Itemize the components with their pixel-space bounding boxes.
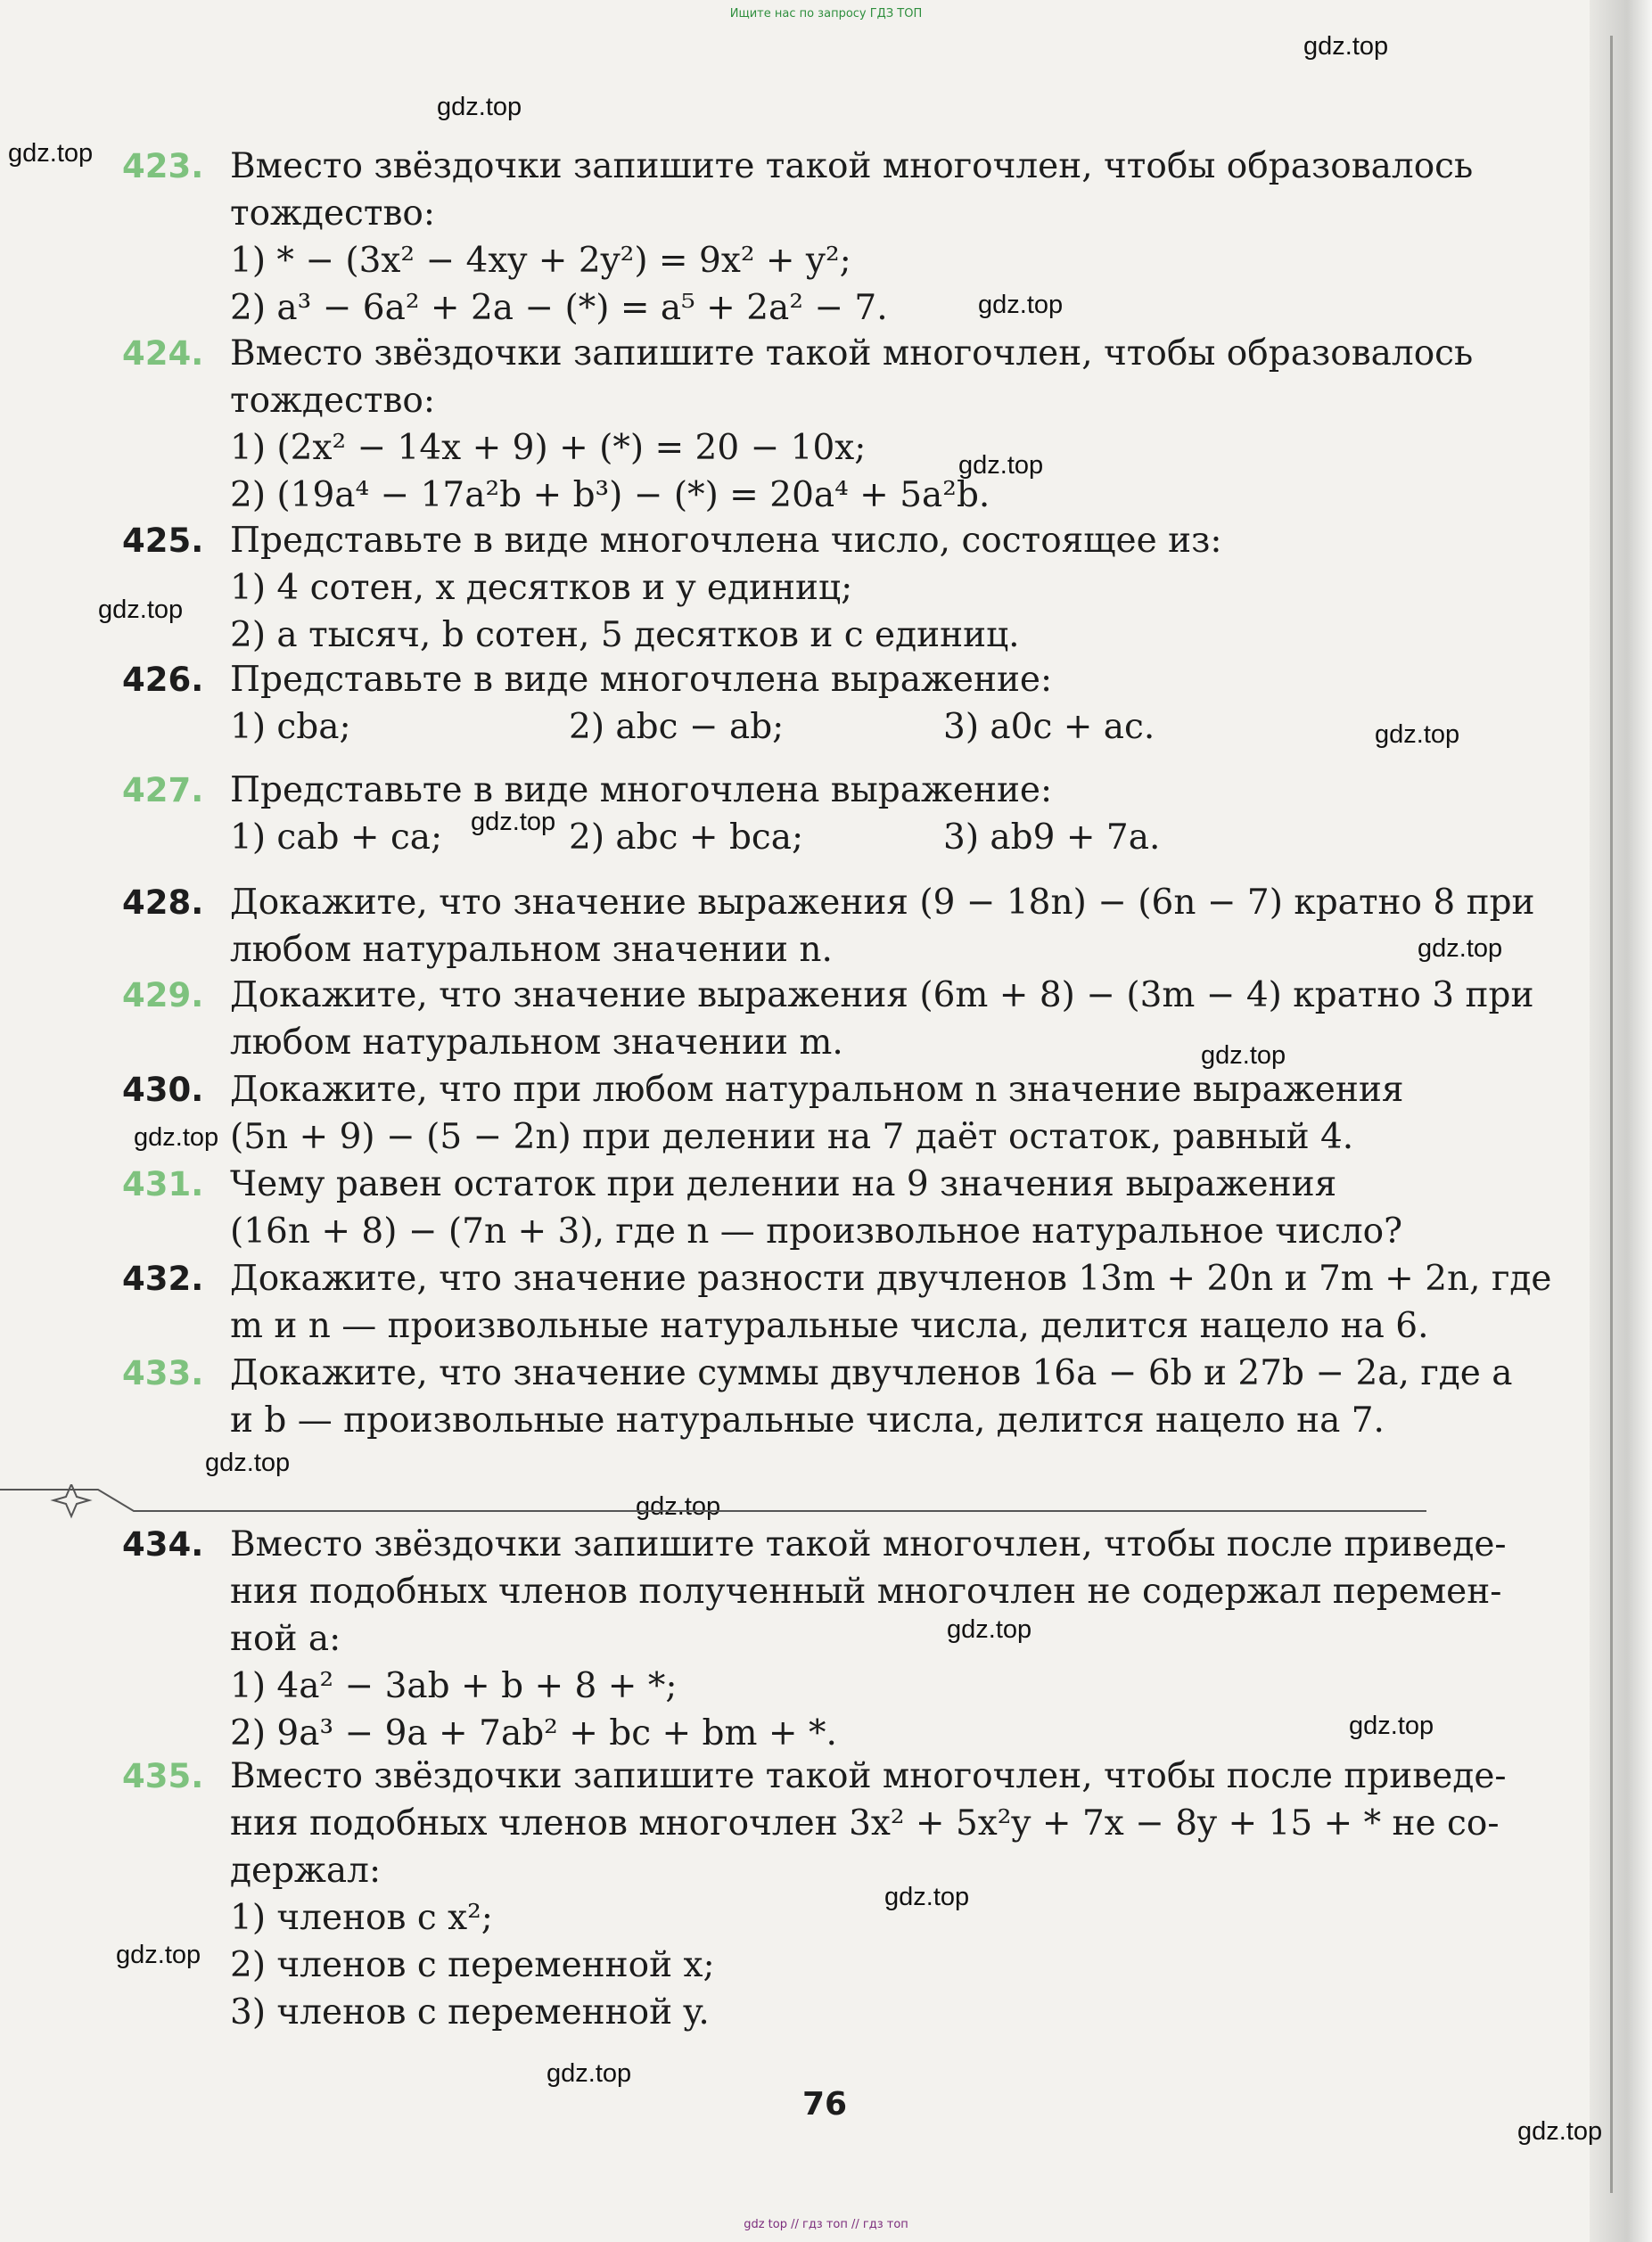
- problem-number: 423.: [122, 147, 204, 185]
- problem-line: тождество:: [230, 193, 436, 234]
- problem-425: [122, 517, 1513, 659]
- problem-line: m и n — произвольные натуральные числа, делится нацело на 6.: [230, 1306, 1429, 1346]
- problem-426: [122, 656, 1513, 751]
- subitem: 3) ab9 + 7a.: [943, 817, 1161, 858]
- problem-429: [122, 972, 1534, 1066]
- problem-number: 428.: [122, 883, 204, 922]
- problem-number: 424.: [122, 334, 204, 373]
- problem-line: любом натуральном значении m.: [230, 1022, 843, 1063]
- subitem: 3) a0c + ac.: [943, 707, 1155, 747]
- problem-line: (16n + 8) − (7n + 3), где n — произвольное натуральное число?: [230, 1211, 1403, 1252]
- problem-line: 1) * − (3x² − 4xy + 2y²) = 9x² + y²;: [230, 241, 851, 281]
- problem-423: [122, 143, 1513, 332]
- subitem: 1) cba;: [230, 707, 351, 747]
- footer-note: gdz top // гдз топ // гдз топ: [744, 2218, 908, 2231]
- problem-number: 430.: [122, 1071, 204, 1109]
- problem-434: [122, 1521, 1513, 1757]
- watermark: gdz.top: [547, 2059, 632, 2088]
- problem-line: ния подобных членов многочлен 3x² + 5x²y + 7x − 8y + 15 + * не со-: [230, 1803, 1500, 1844]
- problem-line: 2) (19a⁴ − 17a²b + b³) − (*) = 20a⁴ + 5a²b.: [230, 475, 990, 515]
- problem-number: 425.: [122, 521, 204, 560]
- problem-line: Представьте в виде многочлена выражение:: [230, 770, 1053, 810]
- problem-line: тождество:: [230, 381, 436, 421]
- problem-line: 1) 4a² − 3ab + b + 8 + *;: [230, 1666, 678, 1706]
- watermark: gdz.top: [205, 1449, 291, 1477]
- problem-line: Вместо звёздочки запишите такой многочлен, чтобы после приведе-: [230, 1756, 1507, 1796]
- watermark: gdz.top: [8, 139, 94, 168]
- problem-435: [122, 1753, 1513, 2036]
- watermark: gdz.top: [636, 1492, 721, 1521]
- watermark: gdz.top: [1517, 2117, 1603, 2146]
- problem-number: 435.: [122, 1757, 204, 1795]
- watermark: gdz.top: [1201, 1041, 1286, 1070]
- problem-number: 427.: [122, 771, 204, 809]
- watermark: gdz.top: [116, 1941, 201, 1969]
- problem-431: [122, 1161, 1513, 1255]
- subitem: 1) cab + ca;: [230, 817, 443, 858]
- problem-432: [122, 1255, 1552, 1350]
- problem-line: Докажите, что значение суммы двучленов 16a − 6b и 27b − 2a, где a: [230, 1353, 1513, 1393]
- problem-line: Чему равен остаток при делении на 9 значения выражения: [230, 1164, 1337, 1204]
- watermark: gdz.top: [471, 808, 556, 836]
- problem-line: Докажите, что значение выражения (9 − 18n) − (6n − 7) кратно 8 при: [230, 883, 1535, 923]
- problem-number: 432.: [122, 1260, 204, 1298]
- watermark: gdz.top: [947, 1615, 1032, 1644]
- watermark: gdz.top: [1303, 32, 1389, 61]
- problem-433: [122, 1350, 1513, 1444]
- watermark: gdz.top: [134, 1123, 219, 1152]
- problem-number: 426.: [122, 661, 204, 699]
- problem-line: ния подобных членов полученный многочлен не содержал перемен-: [230, 1572, 1502, 1612]
- header-note: Ищите нас по запросу ГДЗ ТОП: [729, 7, 923, 21]
- problem-number: 434.: [122, 1525, 204, 1564]
- problem-line: Докажите, что значение выражения (6m + 8) − (3m − 4) кратно 3 при: [230, 975, 1534, 1015]
- watermark: gdz.top: [437, 93, 522, 121]
- problem-line: 1) (2x² − 14x + 9) + (*) = 20 − 10x;: [230, 428, 867, 468]
- watermark: gdz.top: [1375, 720, 1460, 749]
- problem-line: 3) членов с переменной y.: [230, 1992, 710, 2033]
- problem-line: Докажите, что значение разности двучленов 13m + 20n и 7m + 2n, где: [230, 1259, 1552, 1299]
- problem-line: (5n + 9) − (5 − 2n) при делении на 7 даёт остаток, равный 4.: [230, 1117, 1354, 1157]
- problem-430: [122, 1066, 1513, 1161]
- problem-line: держал:: [230, 1851, 382, 1891]
- problem-number: 433.: [122, 1354, 204, 1392]
- problem-line: Представьте в виде многочлена выражение:: [230, 660, 1053, 700]
- problem-line: ной a:: [230, 1619, 341, 1659]
- problem-line: 2) a³ − 6a² + 2a − (*) = a⁵ + 2a² − 7.: [230, 288, 888, 328]
- watermark: gdz.top: [884, 1883, 970, 1911]
- problem-line: 2) a тысяч, b сотен, 5 десятков и c единиц.: [230, 615, 1020, 655]
- problem-line: 1) 4 сотен, x десятков и y единиц;: [230, 568, 853, 608]
- problem-line: 2) членов с переменной x;: [230, 1945, 715, 1985]
- watermark: gdz.top: [98, 595, 184, 624]
- watermark: gdz.top: [978, 291, 1064, 319]
- problem-line: Докажите, что при любом натуральном n значение выражения: [230, 1070, 1404, 1110]
- problem-line: Вместо звёздочки запишите такой многочлен, чтобы после приведе-: [230, 1524, 1507, 1564]
- section-divider: [0, 1484, 1426, 1520]
- problem-line: Представьте в виде многочлена число, состоящее из:: [230, 521, 1222, 561]
- problem-line: Вместо звёздочки запишите такой многочлен, чтобы образовалось: [230, 146, 1474, 186]
- watermark: gdz.top: [958, 451, 1044, 480]
- problem-line: Вместо звёздочки запишите такой многочлен, чтобы образовалось: [230, 333, 1474, 374]
- problem-number: 429.: [122, 976, 204, 1014]
- problem-line: и b — произвольные натуральные числа, делится нацело на 7.: [230, 1400, 1385, 1441]
- problem-line: 1) членов с x²;: [230, 1898, 493, 1938]
- page-gutter-shadow: [1590, 0, 1652, 2242]
- subitem: 2) abc + bca;: [569, 817, 804, 858]
- page-binding-edge: [1610, 36, 1613, 2193]
- page-number: 76: [802, 2086, 848, 2123]
- subitem: 2) abc − ab;: [569, 707, 785, 747]
- problem-427: [122, 767, 1513, 861]
- problem-number: 431.: [122, 1165, 204, 1203]
- problem-line: любом натуральном значении n.: [230, 930, 833, 970]
- problem-428: [122, 879, 1535, 973]
- watermark: gdz.top: [1349, 1712, 1434, 1740]
- problem-line: 2) 9a³ − 9a + 7ab² + bc + bm + *.: [230, 1713, 837, 1753]
- watermark: gdz.top: [1418, 934, 1503, 963]
- problem-424: [122, 330, 1513, 519]
